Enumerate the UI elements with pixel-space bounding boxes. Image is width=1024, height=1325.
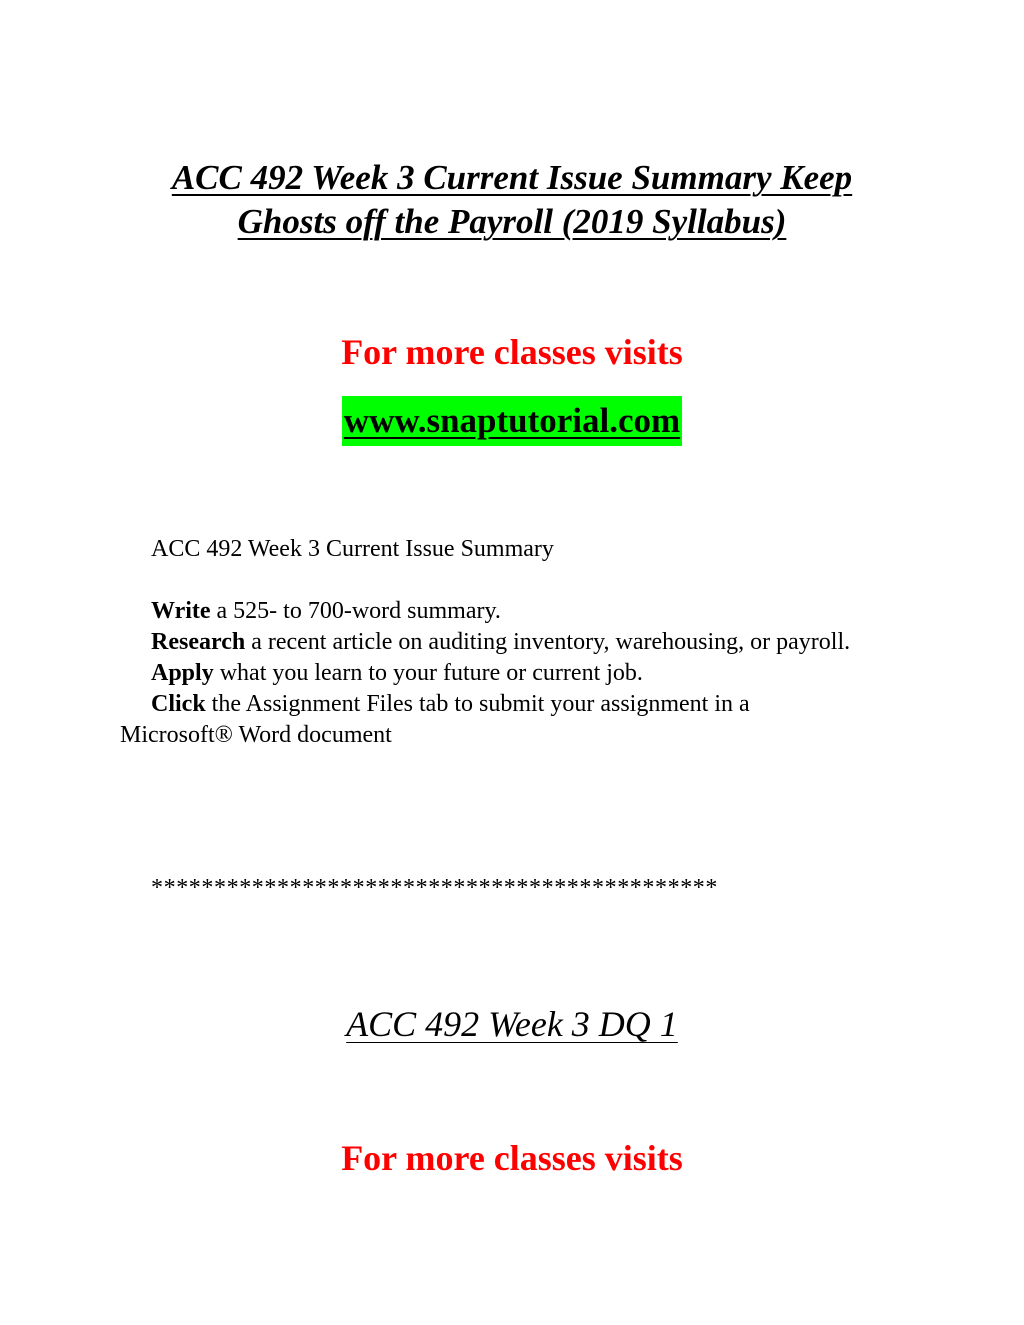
instruction-text: the Assignment Files tab to submit your assignment in a Microsoft® Word document [120,691,750,748]
instruction-item [120,689,860,751]
document-title-text: ACC 492 Week 3 Current Issue Summary Keep Ghosts off the Payroll (2019 Syllabus) [171,158,853,241]
instruction-item [120,627,860,658]
website-link-container [0,396,1024,446]
promo-text: For more classes visits [341,332,683,372]
next-section-title-text: ACC 492 Week 3 DQ 1 [346,1004,678,1044]
asterisk-separator: ********************************************* [151,875,718,901]
instruction-verb: Apply [151,660,214,686]
document-title [120,156,904,244]
website-link[interactable]: www.snaptutorial.com [342,396,682,446]
instruction-verb: Research [151,629,246,655]
instruction-item [120,658,860,689]
instruction-text: a 525- to 700-word summary. [210,598,501,624]
instruction-verb: Write [151,598,211,624]
next-promo-text: For more classes visits [341,1138,683,1178]
instruction-text: a recent article on auditing inventory, warehousing, or payroll. [245,629,851,655]
assignment-subtitle: ACC 492 Week 3 Current Issue Summary [151,536,554,562]
instruction-text: what you learn to your future or current job. [213,660,643,686]
instruction-verb: Click [151,691,206,717]
instructions-list [120,596,860,751]
instruction-item [120,596,860,627]
next-section-title [0,1000,1024,1048]
